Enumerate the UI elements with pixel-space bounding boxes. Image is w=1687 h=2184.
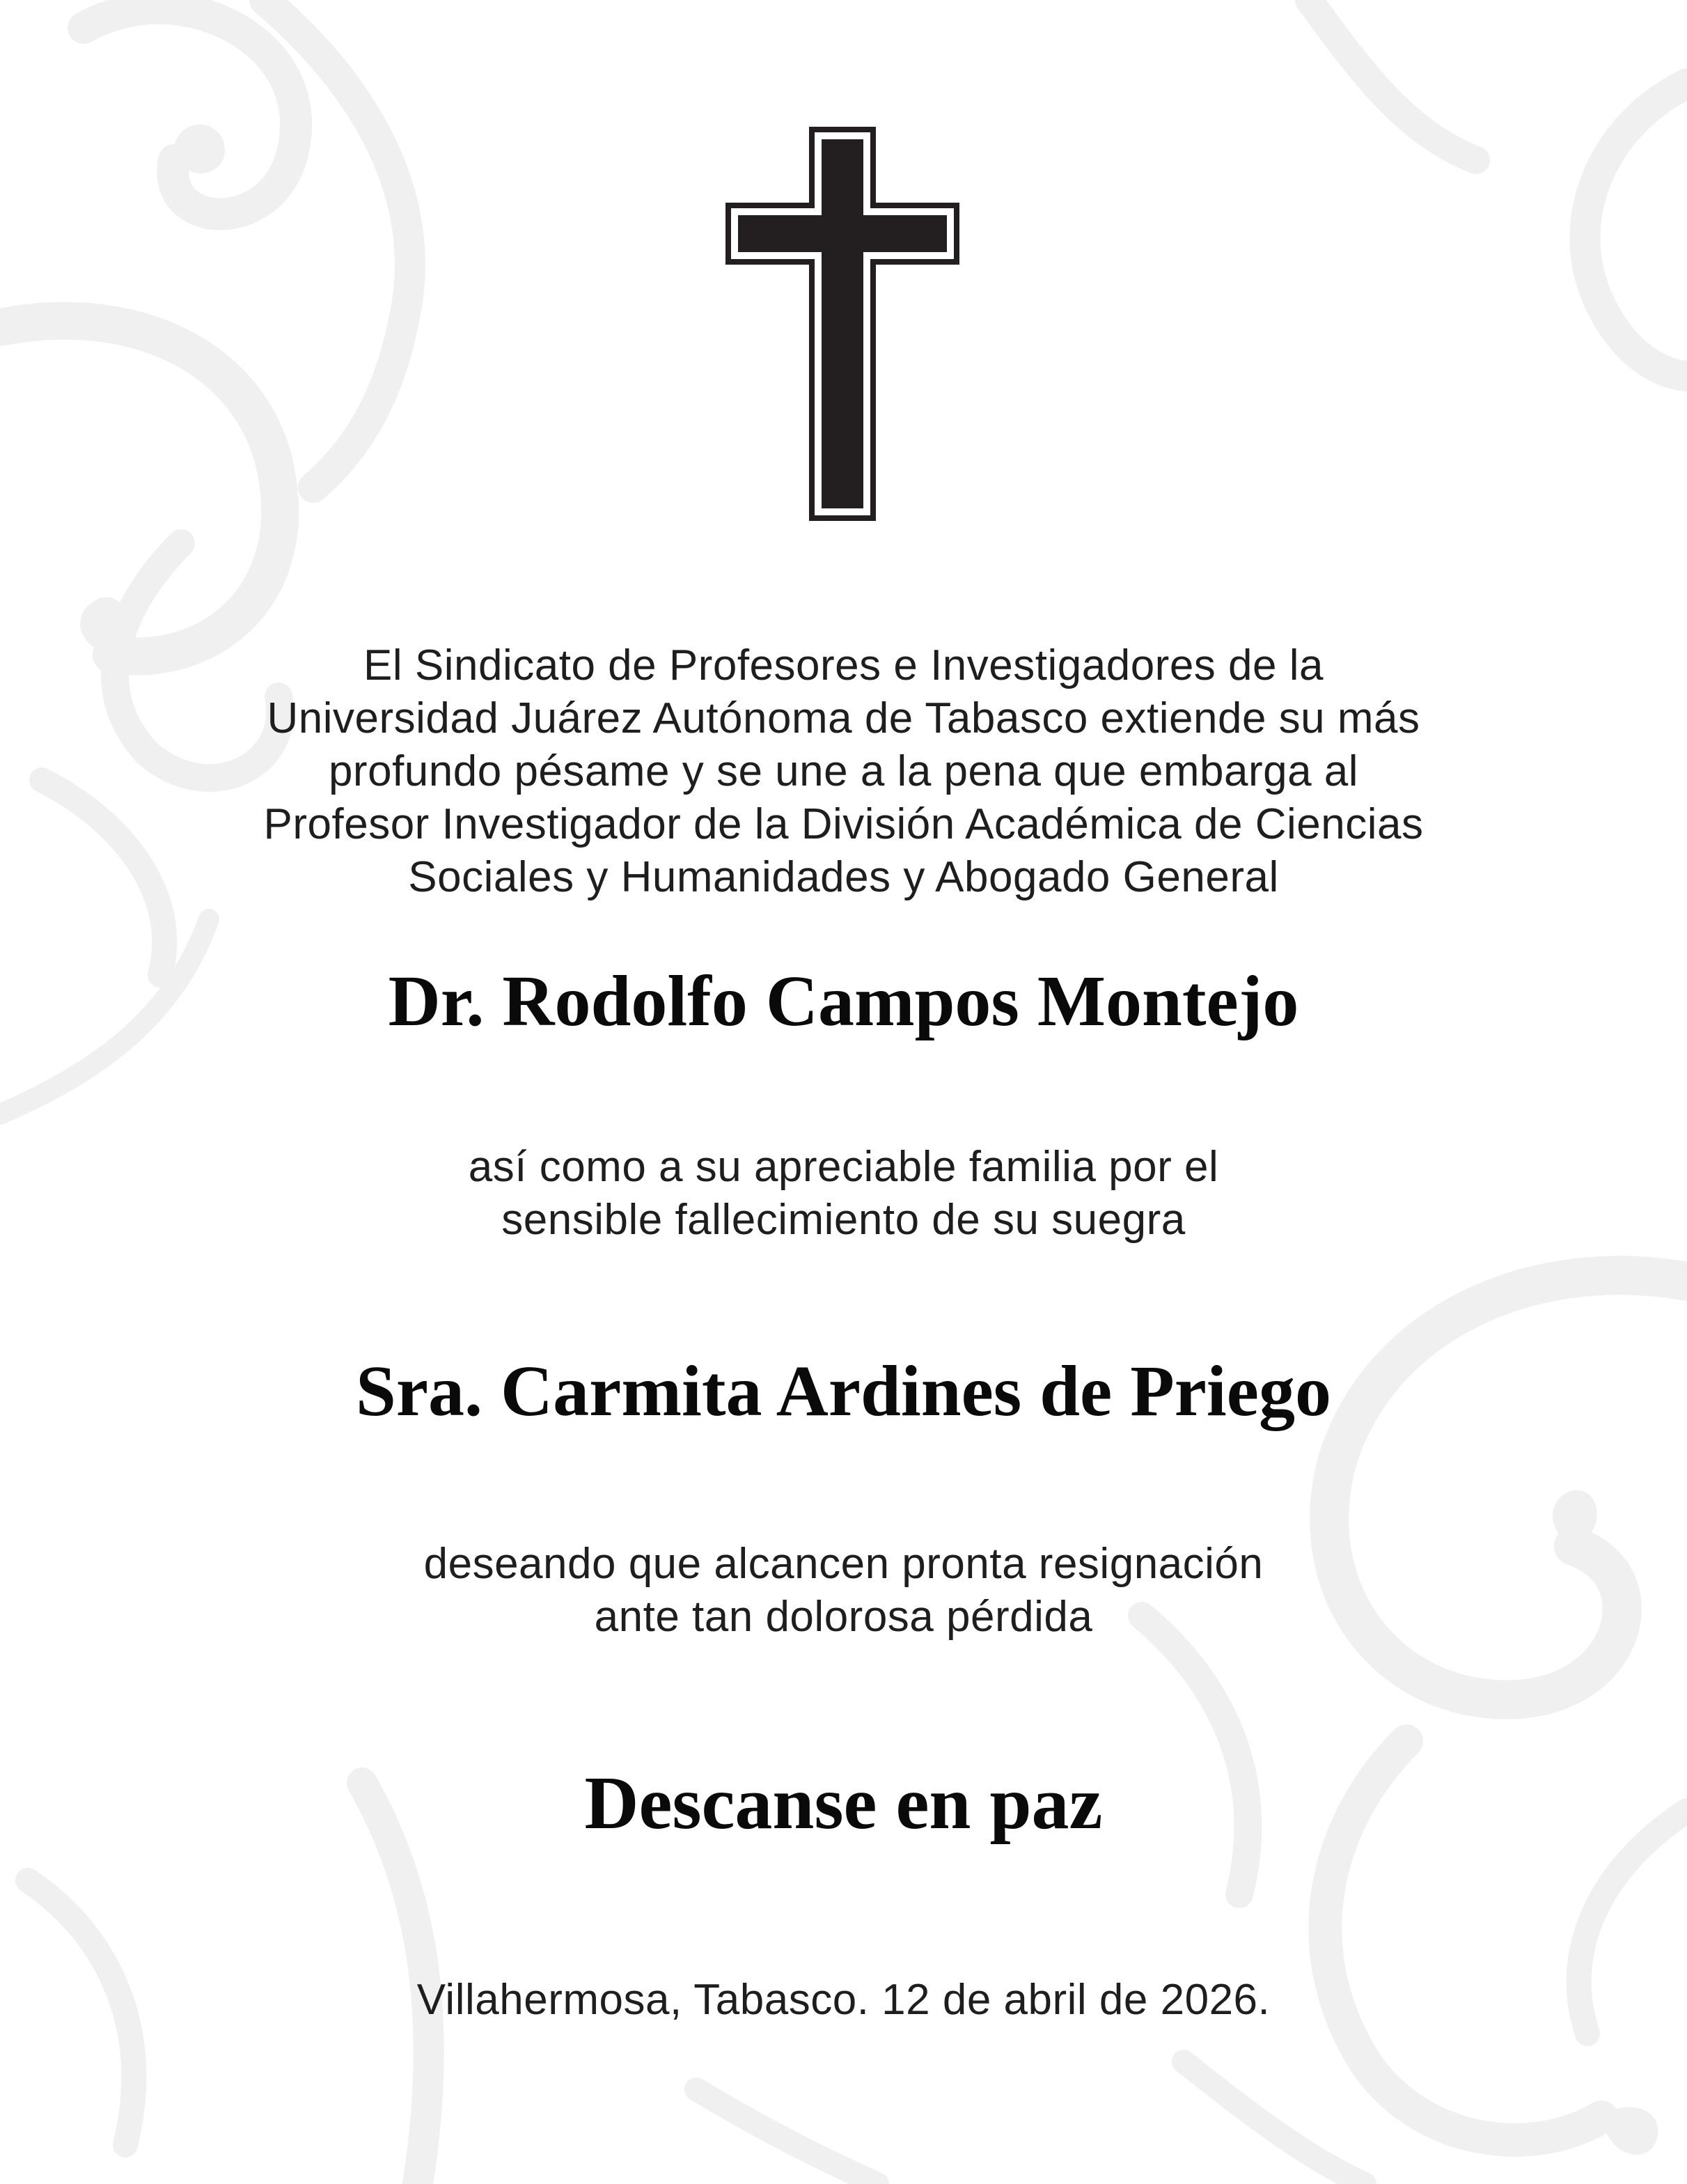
condolence-intro (0, 639, 1687, 904)
cross-icon (724, 125, 961, 522)
condolence-middle (0, 1141, 1687, 1247)
wish-line: deseando que alcancen pronta resignación (423, 1540, 1264, 1588)
intro-line: Sociales y Humanidades y Abogado General (408, 853, 1279, 901)
intro-line: Profesor Investigador de la División Académica de Ciencias (263, 800, 1424, 848)
place-date: Villahermosa, Tabasco. 12 de abril de 2026. (416, 1976, 1271, 2024)
intro-line: profundo pésame y se une a la pena que embarga al (328, 747, 1359, 795)
middle-line: así como a su apreciable familia por el (468, 1143, 1219, 1191)
wish-line: ante tan dolorosa pérdida (594, 1593, 1093, 1641)
rest-in-peace: Descanse en paz (584, 1762, 1103, 1845)
intro-line: Universidad Juárez Autónoma de Tabasco extiende su más (267, 694, 1420, 742)
middle-line: sensible fallecimiento de su suegra (501, 1196, 1186, 1244)
condolence-wish (0, 1538, 1687, 1644)
intro-line: El Sindicato de Profesores e Investigadores de la (363, 641, 1324, 689)
honoree-name: Dr. Rodolfo Campos Montejo (388, 961, 1299, 1041)
deceased-name: Sra. Carmita Ardines de Priego (356, 1351, 1331, 1431)
